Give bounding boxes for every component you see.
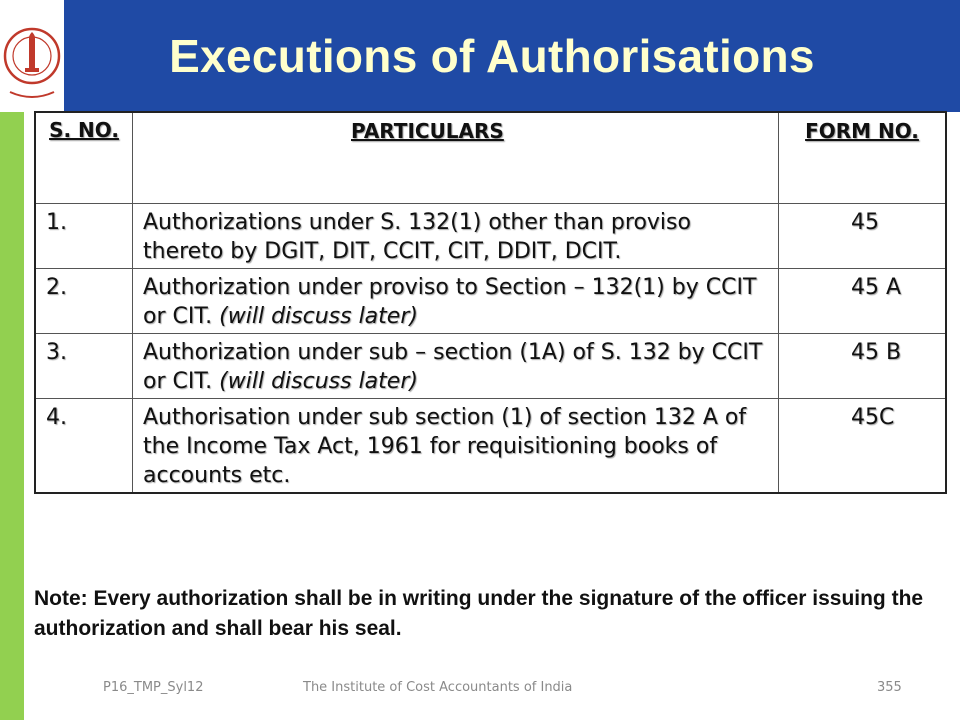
row-particulars: Authorisation under sub section (1) of section 132 A of the Income Tax Act, 1961 for requisitioning books of accounts etc. [133,399,779,494]
table-row [35,269,946,334]
table-row [35,399,946,494]
row-sno: 4. [35,399,133,494]
row-sno: 2. [35,269,133,334]
footer-page-number: 355 [877,680,902,695]
row-note: (will discuss later) [219,369,418,394]
table-row [35,334,946,399]
authorisation-table [34,111,947,494]
table-row [35,204,946,269]
header-sno: S. NO. [35,112,133,204]
slide-title: Executions of Authorisations [169,30,815,82]
row-form-no: 45C [779,399,947,494]
row-form-no: 45 [779,204,947,269]
title-bar [64,0,960,112]
row-particulars: Authorization under proviso to Section – 132(1) by CCIT or CIT. (will discuss later) [133,269,779,334]
institute-seal-icon [2,2,62,110]
note-text: Note: Every authorization shall be in writing under the signature of the officer issuing the authorization and shall bear his seal. [34,587,924,640]
logo-area [0,0,64,112]
header-form-no: FORM NO. [779,112,947,204]
row-form-no: 45 A [779,269,947,334]
header-particulars: PARTICULARS [133,112,779,204]
row-sno: 1. [35,204,133,269]
row-particulars: Authorization under sub – section (1A) of S. 132 by CCIT or CIT. (will discuss later) [133,334,779,399]
row-particulars: Authorizations under S. 132(1) other than proviso thereto by DGIT, DIT, CCIT, CIT, DDIT, DCIT. [133,204,779,269]
footer-code: P16_TMP_Syl12 [103,680,204,695]
footer-institute: The Institute of Cost Accountants of India [303,680,573,695]
row-sno: 3. [35,334,133,399]
row-note: (will discuss later) [219,304,418,329]
table-header-row [35,112,946,204]
row-form-no: 45 B [779,334,947,399]
